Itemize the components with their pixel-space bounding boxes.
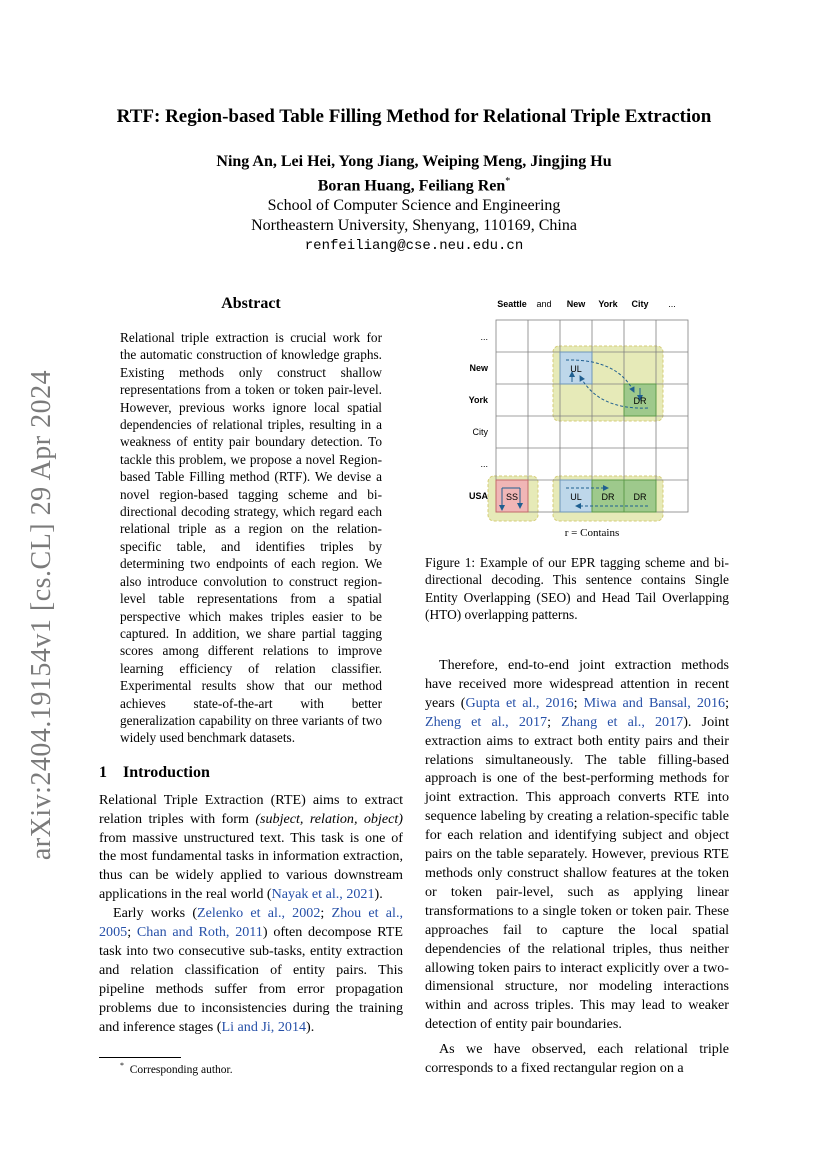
intro-paragraph-1: Relational Triple Extraction (RTE) aims to extract relation triples with form (subject, relation, object) from massive unstructured text. This task is one of the most fundamental tasks in information extraction, thus can be widely applied to various downstream applications in the real world (Nayak et al., 2021). <box>99 791 403 903</box>
author-block <box>0 152 828 256</box>
left-column <box>99 294 403 1037</box>
relation-label: r = Contains <box>564 527 620 539</box>
author-email[interactable]: renfeiliang@cse.neu.edu.cn <box>304 238 524 255</box>
row-label: New <box>469 363 488 373</box>
cell-label: SS <box>505 492 519 502</box>
column-label: New <box>566 299 586 309</box>
citation-link[interactable]: Miwa and Bansal, 2016 <box>583 694 726 711</box>
column-label: City <box>631 299 649 309</box>
affiliation-line-2: Northeastern University, Shenyang, 110169, China <box>251 217 577 235</box>
author-line-2: Boran Huang, Feiliang Ren* <box>317 176 511 195</box>
abstract-heading: Abstract <box>221 295 281 312</box>
row-label: ... <box>480 459 488 469</box>
citation-link[interactable]: Zhang et al., 2017 <box>561 713 684 730</box>
citation-link[interactable]: Zhou et al., 2005 <box>99 905 403 941</box>
right-paragraph-2: As we have observed, each relational triple corresponds to a fixed rectangular region on a <box>425 1041 729 1077</box>
abstract-text: Relational triple extraction is crucial work for the automatic construction of knowledge graphs. Existing methods only construct shallow representations from a token or token pair-level. However, previous works ignore local spatial dependencies of relational triples, resulting in a weakness of entity pair boundary detection. To tackle this problem, we propose a novel Region-based Table Filling method (RTF). We devise a novel region-based tagging scheme and bi-directional decoding strategy, which regard each relational triple as a region on the relation-specific table, and identifies triples by determining two endpoints of each region. We also introduce convolution to construct region-level table representations from a spatial perspective which makes triples easier to be captured. In addition, we share partial tagging scores among different relations to improve learning efficiency of relation classifier. Experimental results show that our method achieves state-of-the-art with better generalization capability on three variants of two widely used benchmark datasets. <box>120 330 382 746</box>
author-line-1: Ning An, Lei Hei, Yong Jiang, Weiping Meng, Jingjing Hu <box>216 153 612 170</box>
column-label: ... <box>668 299 676 309</box>
arxiv-identifier: arXiv:2404.19154v1 [cs.CL] 29 Apr 2024 <box>26 369 58 861</box>
column-label: and <box>536 299 552 309</box>
cell-label: DR <box>601 492 615 502</box>
footnote-rule <box>99 1057 181 1058</box>
intro-paragraph-2: Early works (Zelenko et al., 2002; Zhou et al., 2005; Chan and Roth, 2011) often decompose RTE task into two consecutive sub-tasks, entity extraction and relation classification of entity pairs. This pipeline methods suffer from error propagation problems due to inconsistencies during the training and inference stages (Li and Ji, 2014). <box>99 905 403 1035</box>
cell-label: DR <box>633 492 647 502</box>
row-label: York <box>468 395 488 405</box>
row-label: USA <box>468 491 488 501</box>
table-figure-svg <box>458 296 698 546</box>
section-heading-introduction: 1 Introduction <box>99 763 210 781</box>
corresponding-mark: * <box>505 176 511 187</box>
citation-link[interactable]: Gupta et al., 2016 <box>465 694 574 711</box>
citation-link[interactable]: Zheng et al., 2017 <box>425 713 548 730</box>
citation-link[interactable]: Li and Ji, 2014 <box>221 1018 307 1035</box>
citation-link[interactable]: Chan and Roth, 2011 <box>136 924 263 941</box>
cell-label: UL <box>570 492 582 502</box>
section-number: 1 <box>99 763 107 781</box>
column-label: Seattle <box>497 299 527 309</box>
cell-label: DR <box>633 396 647 406</box>
affiliation-line-1: School of Computer Science and Engineering <box>267 197 561 215</box>
citation-link[interactable]: Zelenko et al., 2002 <box>197 905 321 922</box>
cell-label: UL <box>570 364 582 374</box>
figure-1 <box>458 296 698 546</box>
citation-link[interactable]: Nayak et al., 2021 <box>271 886 375 903</box>
column-label: York <box>598 299 618 309</box>
right-column <box>425 656 729 1078</box>
footnote: * Corresponding author. <box>120 1061 233 1076</box>
row-label: City <box>472 427 488 437</box>
right-paragraph-1: Therefore, end-to-end joint extraction methods have received more widespread attention in recent years (Gupta et al., 2016; Miwa and Bansal, 2016; Zheng et al., 2017; Zhang et al., 2017). Joint extraction aims to extract both entity pairs and their relations simultaneously. The table filling-based approach is one of the best-performing methods for joint extraction. This approach converts RTE into sequence labeling by creating a relation-specific table for each relation and identifying subject and object pairs on the table separately. However, previous RTE methods only construct shallow features at the token or token pair-level, such as applying linear transformations to a single token or token pair. These approaches fail to capture the local spatial dependencies of the relational triples, thus neither allowing token pairs to interact explicitly over a two-dimensional structure, nor modeling interactions within and across triples. This may lead to weaker detection of entity pair boundaries. <box>425 657 729 1033</box>
paper-title: RTF: Region-based Table Filling Method for Relational Triple Extraction <box>116 106 712 127</box>
row-label: ... <box>480 332 488 342</box>
figure-caption: Figure 1: Example of our EPR tagging scheme and bi-directional decoding. This sentence contains Single Entity Overlapping (SEO) and Head Tail Overlapping (HTO) overlapping patterns. <box>425 555 729 622</box>
